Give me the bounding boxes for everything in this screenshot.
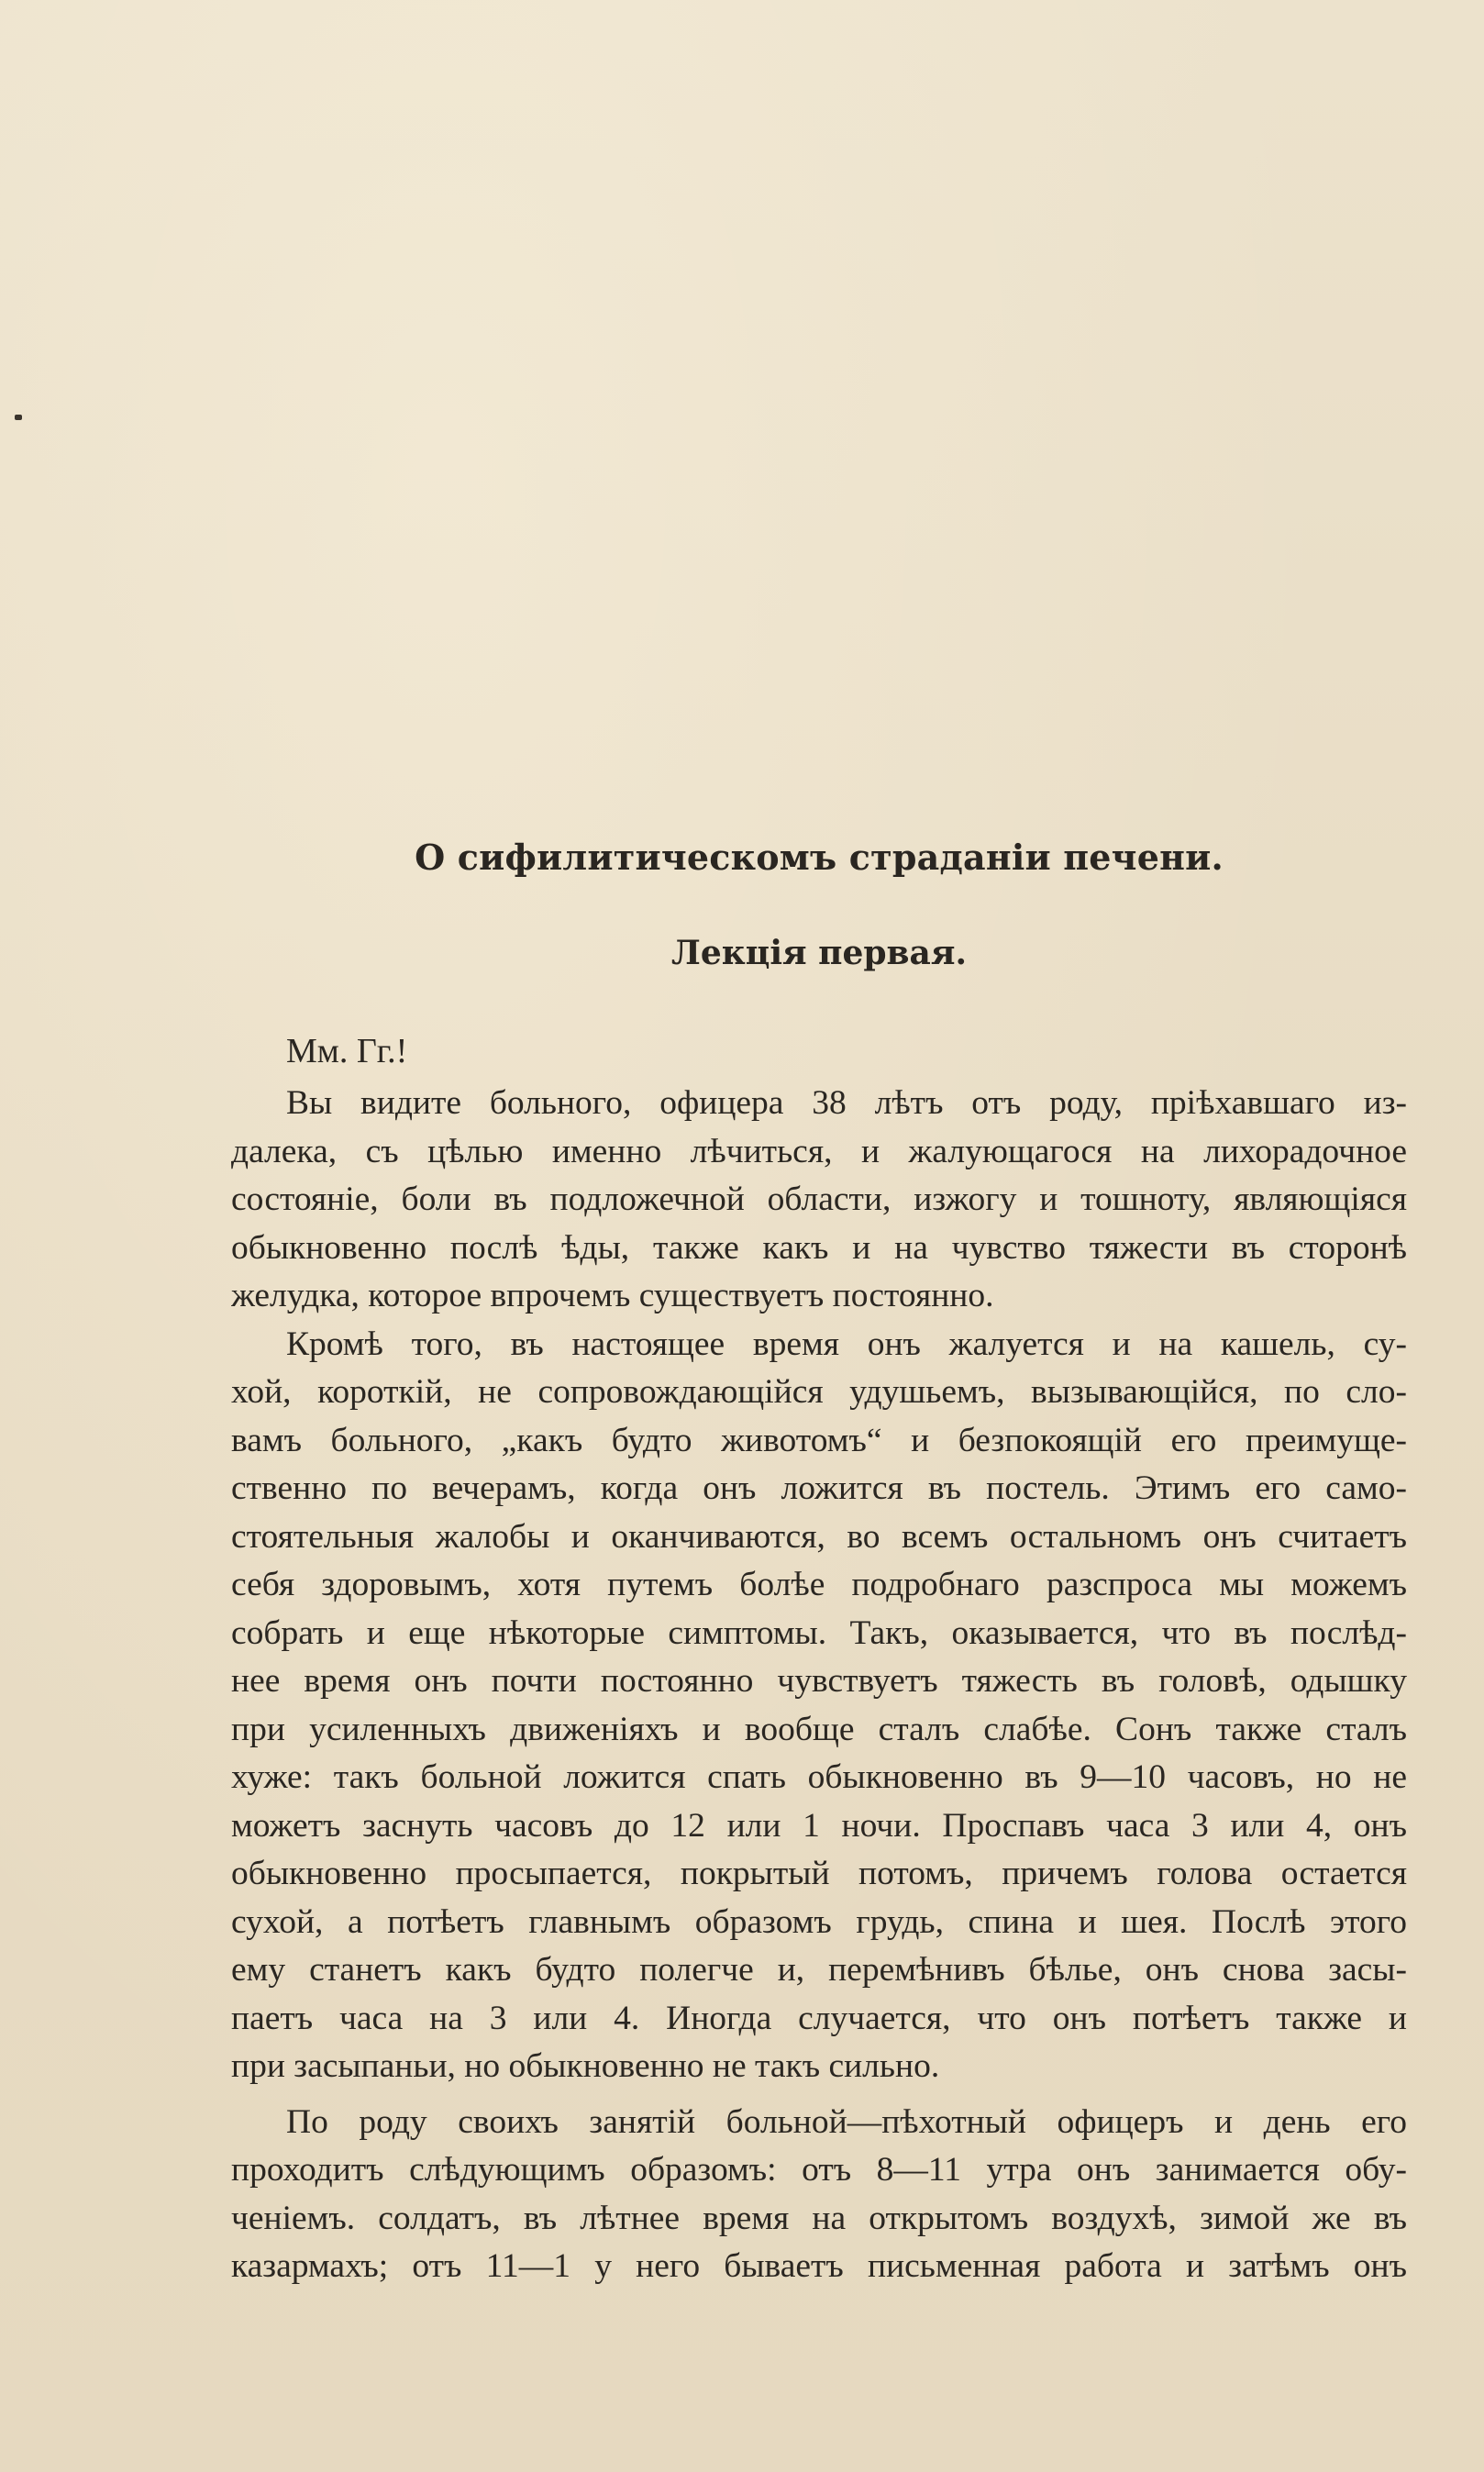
text-line: желудка, которое впрочемъ существуетъ постоянно. <box>231 1277 994 1314</box>
salutation <box>231 1028 1407 1074</box>
paragraph <box>231 2099 1407 2291</box>
text-line: ченіемъ. солдатъ, въ лѣтнее время на открытомъ воздухѣ, зимой же въ <box>231 2199 1407 2237</box>
text-line: проходитъ слѣдующимъ образомъ: отъ 8—11 утра онъ занимается обу- <box>231 2151 1407 2189</box>
text-line: собрать и еще нѣкоторые симптомы. Такъ, оказывается, что въ послѣд- <box>231 1613 1407 1652</box>
article-title: О сифилитическомъ страданіи печени. <box>415 837 1224 878</box>
text-line: казармахъ; отъ 11—1 у него бываетъ письменная работа и затѣмъ онъ <box>231 2247 1407 2285</box>
text-line: ему станетъ какъ будто полегче и, перемѣнивъ бѣлье, онъ снова засы- <box>231 1951 1407 1989</box>
salutation-text: Мм. Гг.! <box>286 1032 408 1070</box>
text-line: обыкновенно просыпается, покрытый потомъ, причемъ голова остается <box>231 1855 1407 1892</box>
body-text <box>231 1080 1407 2291</box>
article <box>231 830 1407 2291</box>
paragraph <box>231 1321 1407 2091</box>
text-line: По роду своихъ занятій больной—пѣхотный офицеръ и день его <box>286 2102 1407 2141</box>
text-line: обыкновенно послѣ ѣды, также какъ и на чувство тяжести въ сторонѣ <box>231 1228 1407 1267</box>
text-line: Вы видите больного, офицера 38 лѣтъ отъ роду, пріѣхавшаго из- <box>286 1084 1407 1122</box>
text-line: Кромѣ того, въ настоящее время онъ жалуется и на кашель, су- <box>286 1325 1407 1363</box>
text-line: состояніе, боли въ подложечной области, изжогу и тошноту, являющіяся <box>231 1181 1407 1218</box>
text-line: себя здоровымъ, хотя путемъ болѣе подробнаго разспроса мы можемъ <box>231 1566 1407 1603</box>
text-line: паетъ часа на 3 или 4. Иногда случается, что онъ потѣетъ также и <box>231 1999 1407 2037</box>
text-line: вамъ больного, „какъ будто животомъ“ и безпокоящій его преимуще- <box>231 1421 1407 1459</box>
text-line: сухой, а потѣетъ главнымъ образомъ грудь, спина и шея. Послѣ этого <box>231 1902 1407 1941</box>
text-line: при засыпаньи, но обыкновенно не такъ сильно. <box>231 2047 940 2085</box>
text-line: далека, съ цѣлью именно лѣчиться, и жалующагося на лихорадочное <box>231 1132 1407 1170</box>
text-line: стоятельныя жалобы и оканчиваются, во всемъ остальномъ онъ считаетъ <box>231 1517 1407 1556</box>
text-line: нее время онъ почти постоянно чувствуетъ тяжесть въ головѣ, одышку <box>231 1662 1407 1700</box>
lecture-title: Лекція первая. <box>670 934 968 972</box>
text-line: можетъ заснуть часовъ до 12 или 1 ночи. Проспавъ часа 3 или 4, онъ <box>231 1806 1407 1845</box>
text-line: хуже: такъ больной ложится спать обыкновенно въ 9—10 часовъ, но не <box>231 1758 1407 1796</box>
margin-ink-mark <box>15 415 22 420</box>
text-line: при усиленныхъ движеніяхъ и вообще сталъ слабѣе. Сонъ также сталъ <box>231 1710 1407 1748</box>
paragraph <box>231 1080 1407 1321</box>
text-line: хой, короткій, не сопровождающійся удушьемъ, вызывающійся, по сло- <box>231 1373 1407 1411</box>
text-line: ственно по вечерамъ, когда онъ ложится въ постель. Этимъ его само- <box>231 1469 1407 1507</box>
